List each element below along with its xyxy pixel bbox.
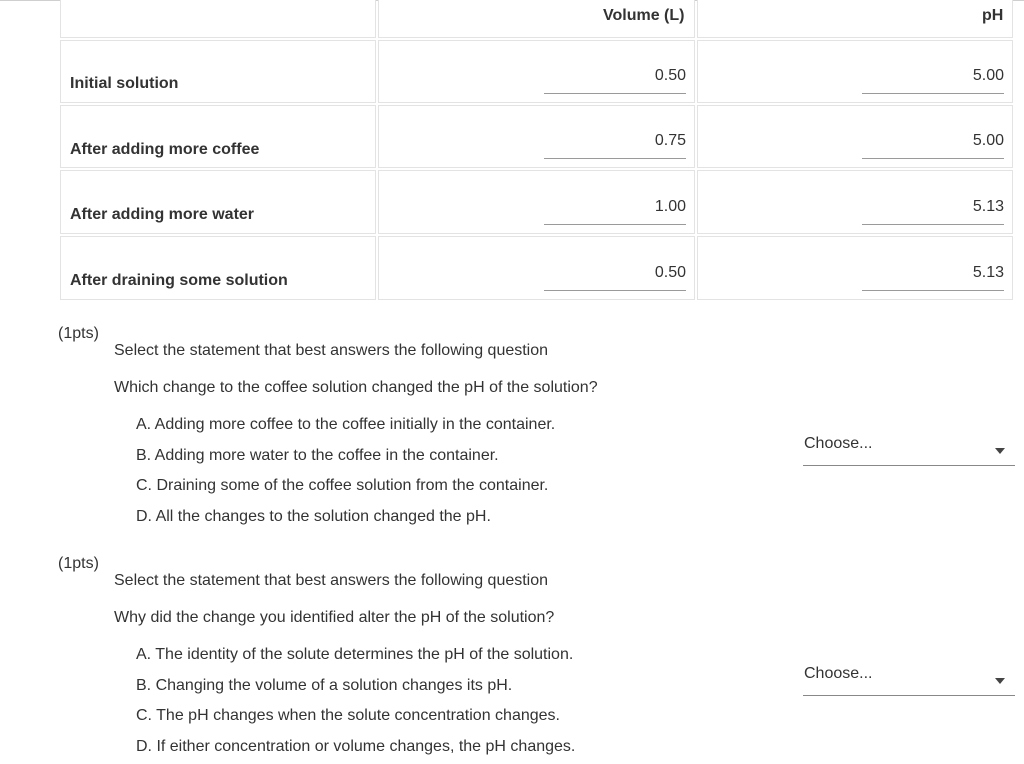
dropdown-selected-value: Choose... bbox=[804, 665, 873, 682]
question-1-option-a: A. Adding more coffee to the coffee initially in the container. bbox=[136, 416, 556, 433]
question-1-text: Which change to the coffee solution changed the pH of the solution? bbox=[114, 379, 598, 396]
header-cell-ph bbox=[697, 0, 1013, 38]
question-2-answer-dropdown[interactable] bbox=[803, 664, 1015, 696]
question-2-prompt: Select the statement that best answers the following question bbox=[114, 572, 549, 589]
question-1-points: (1pts) bbox=[58, 325, 99, 342]
ph-input-more-coffee[interactable]: 5.00 bbox=[862, 132, 1004, 159]
row-label-initial: Initial solution bbox=[70, 75, 179, 92]
table-row-label-cell bbox=[60, 170, 376, 234]
ph-input-more-water[interactable]: 5.13 bbox=[862, 198, 1004, 225]
volume-input-draining[interactable]: 0.50 bbox=[544, 264, 686, 291]
row-label-draining: After draining some solution bbox=[70, 272, 288, 289]
question-1-option-b: B. Adding more water to the coffee in the container. bbox=[136, 447, 499, 464]
volume-input-initial[interactable]: 0.50 bbox=[544, 67, 686, 94]
ph-input-draining[interactable]: 5.13 bbox=[862, 264, 1004, 291]
question-2-points: (1pts) bbox=[58, 555, 99, 572]
header-cell-blank bbox=[60, 0, 376, 38]
question-2-option-d: D. If either concentration or volume changes, the pH changes. bbox=[136, 738, 576, 755]
question-2-option-c: C. The pH changes when the solute concentration changes. bbox=[136, 707, 560, 724]
volume-column-header: Volume (L) bbox=[603, 7, 685, 24]
table-row-label-cell bbox=[60, 40, 376, 103]
chevron-down-icon bbox=[995, 678, 1005, 684]
question-1-option-c: C. Draining some of the coffee solution from the container. bbox=[136, 477, 549, 494]
question-1-answer-dropdown[interactable] bbox=[803, 434, 1015, 466]
volume-input-more-coffee[interactable]: 0.75 bbox=[544, 132, 686, 159]
dropdown-selected-value: Choose... bbox=[804, 435, 873, 452]
row-label-more-coffee: After adding more coffee bbox=[70, 141, 260, 158]
volume-input-more-water[interactable]: 1.00 bbox=[544, 198, 686, 225]
table-row-label-cell bbox=[60, 236, 376, 300]
question-2-option-a: A. The identity of the solute determines the pH of the solution. bbox=[136, 646, 574, 663]
question-2-text: Why did the change you identified alter the pH of the solution? bbox=[114, 609, 555, 626]
ph-input-initial[interactable]: 5.00 bbox=[862, 67, 1004, 94]
row-label-more-water: After adding more water bbox=[70, 206, 255, 223]
chevron-down-icon bbox=[995, 448, 1005, 454]
question-1-prompt: Select the statement that best answers the following question bbox=[114, 342, 549, 359]
question-2-option-b: B. Changing the volume of a solution changes its pH. bbox=[136, 677, 513, 694]
ph-column-header: pH bbox=[982, 7, 1004, 24]
question-1-option-d: D. All the changes to the solution changed the pH. bbox=[136, 508, 491, 525]
